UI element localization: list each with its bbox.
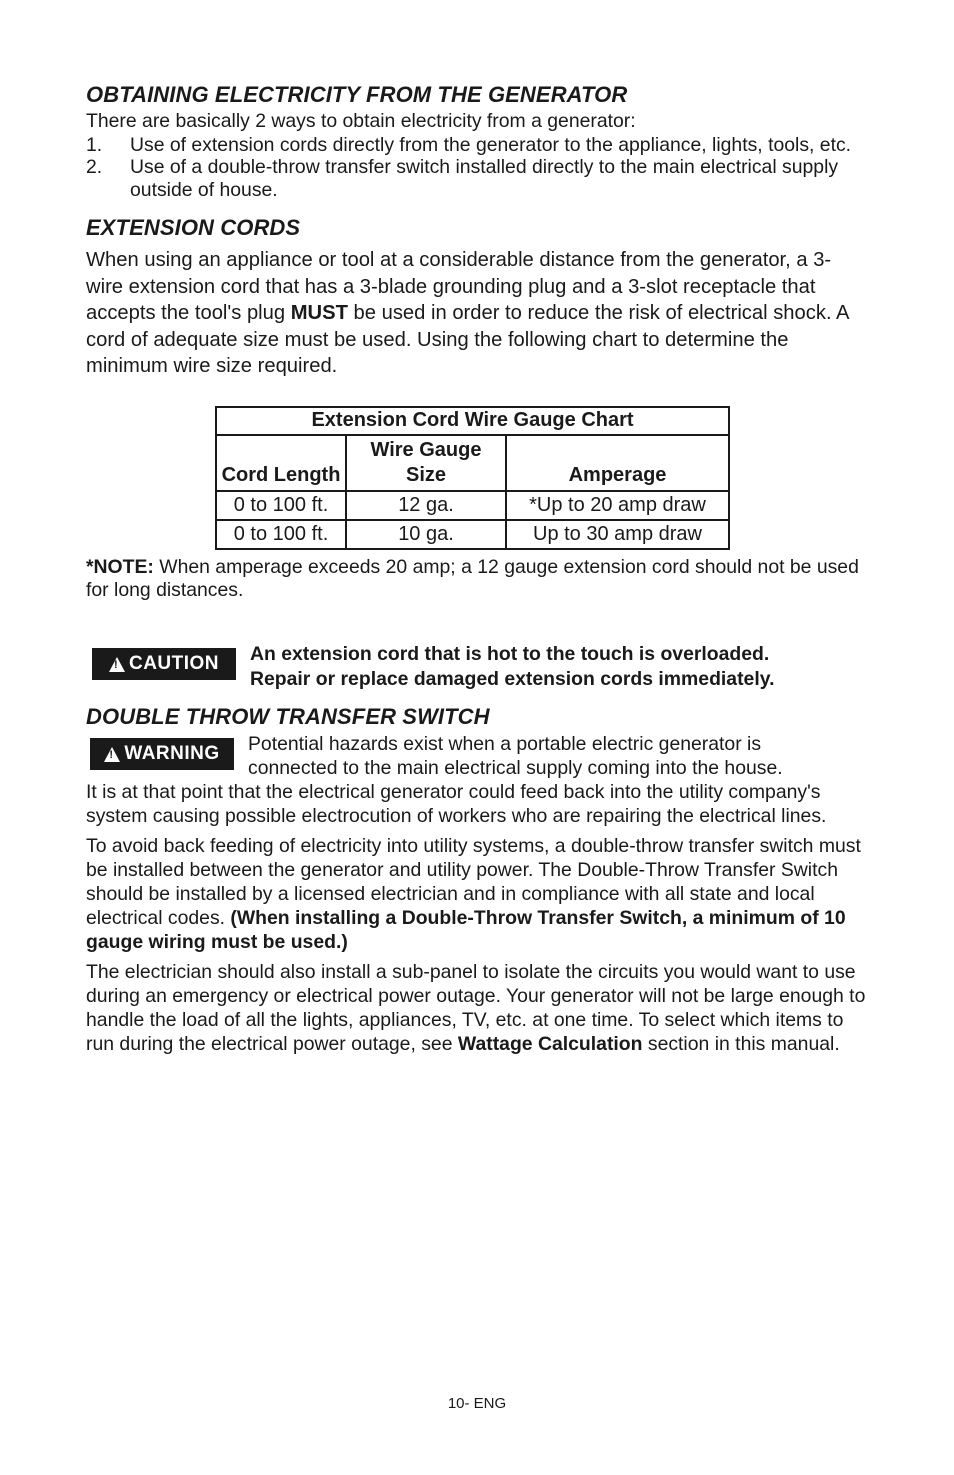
table-title: Extension Cord Wire Gauge Chart	[216, 407, 729, 435]
methods-list	[86, 134, 868, 202]
header-cord-length: Cord Length	[216, 435, 346, 491]
heading-extension-cords: EXTENSION CORDS	[86, 215, 301, 240]
section3-body	[86, 780, 868, 1056]
sub-panel-paragraph: The electrician should also install a sub-panel to isolate the circuits you would want to use during an emergency or electrical power outage. Your generator will not be large enough to handle the load of all the lights, appliances, TV, etc. at one time. To select which items to run during the electrical power outage, see Wattage Calculation section in this manual.	[86, 961, 866, 1055]
heading-double-throw: DOUBLE THROW TRANSFER SWITCH	[86, 704, 490, 729]
heading-obtaining-electricity: OBTAINING ELECTRICITY FROM THE GENERATOR	[86, 82, 628, 107]
note-paragraph: *NOTE: When amperage exceeds 20 amp; a 12 gauge extension cord should not be used for long distances.	[86, 555, 859, 601]
caution-text: An extension cord that is hot to the touch is overloaded. Repair or replace damaged extension cords immediately.	[250, 643, 775, 690]
warning-triangle-icon	[104, 747, 120, 762]
caution-badge: ! CAUTION	[92, 648, 236, 680]
page-number: 10- ENG	[447, 1395, 507, 1412]
wire-gauge-table	[215, 406, 730, 550]
header-amperage: Amperage	[506, 435, 729, 491]
warning-continuation: It is at that point that the electrical generator could feed back into the utility company's system causing possible electrocution of workers who are repairing the electrical lines.	[86, 781, 827, 827]
warning-lead-text: Potential hazards exist when a portable electric generator is connected to the main electrical supply coming into the house.	[248, 733, 783, 779]
intro-text: There are basically 2 ways to obtain electricity from a generator:	[86, 110, 636, 132]
header-wire-gauge: Wire Gauge Size	[346, 435, 506, 491]
list-item: 2. Use of a double-throw transfer switch installed directly to the main electrical supply outside of house.	[86, 156, 839, 201]
page-content	[86, 80, 868, 603]
warning-triangle-icon	[109, 657, 125, 672]
extension-cords-paragraph: When using an appliance or tool at a considerable distance from the generator, a 3-wire extension cord that has a 3-blade grounding plug and a 3-slot receptacle that accepts the tool's plug MUST be used in order to reduce the risk of electrical shock. A cord of adequate size must be used. Using the following chart to determine the minimum wire size required.	[86, 249, 849, 377]
transfer-switch-paragraph: To avoid back feeding of electricity into utility systems, a double-throw transfer switch must be installed between the generator and utility power. The Double-Throw Transfer Switch should be installed by a licensed electrician and in compliance with all state and local electrical codes. (When installing a Double-Throw Transfer Switch, a minimum of 10 gauge wiring must be used.)	[86, 835, 861, 953]
table-row: 0 to 100 ft. 12 ga. *Up to 20 amp draw	[216, 491, 729, 520]
warning-badge: ! WARNING	[90, 738, 234, 770]
table-row: 0 to 100 ft. 10 ga. Up to 30 amp draw	[216, 520, 729, 549]
list-item: 1. Use of extension cords directly from the generator to the appliance, lights, tools, etc.	[86, 133, 852, 156]
